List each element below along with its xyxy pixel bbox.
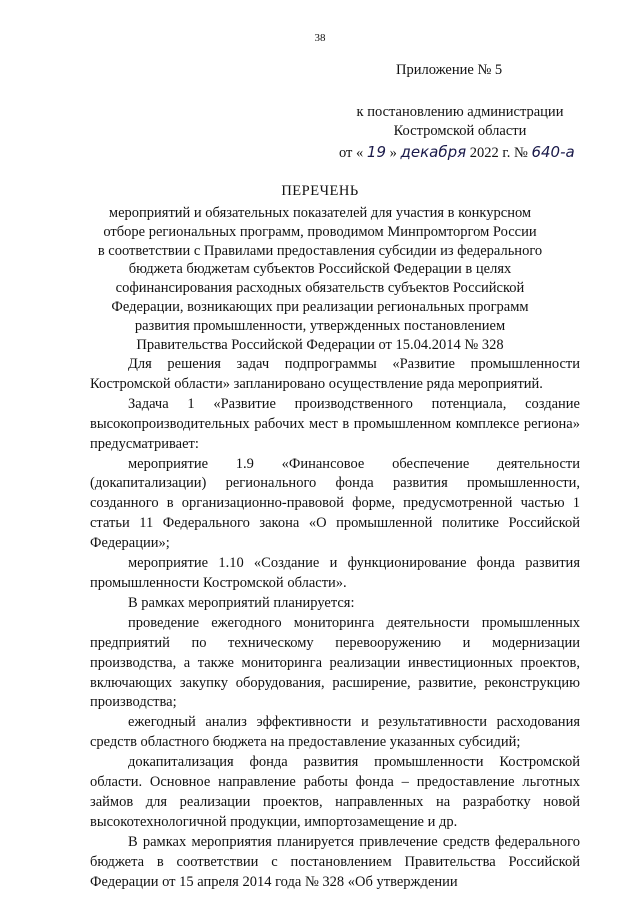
body-paragraph: проведение ежегодного мониторинга деятельности промышленных предприятий по техническому перевооружению и модернизации производства, а также мониторинга реализации инвестиционных проектов, включающих закупку оборудования, расширение, развитие, реконструкцию производства; xyxy=(90,614,580,711)
resolution-date-line xyxy=(339,143,575,162)
body-paragraph: ежегодный анализ эффективности и результативности расходования средств областного бюджета на предоставление указанных субсидий; xyxy=(90,714,580,751)
handwritten-month: декабря xyxy=(400,143,467,161)
resolution-line: Костромской области xyxy=(393,123,527,139)
document-subtitle xyxy=(80,204,560,354)
body-paragraph: Для решения задач подпрограммы «Развитие промышленности Костромской области» запланировано осуществление ряда мероприятий. xyxy=(90,356,580,392)
handwritten-day: 19 xyxy=(366,143,386,161)
body-paragraph: мероприятие 1.10 «Создание и функционирование фонда развития промышленности Костромской области». xyxy=(90,555,580,591)
subtitle-line: в соответствии с Правилами предоставления субсидии из федерального xyxy=(97,242,543,259)
resolution-reference xyxy=(340,103,580,141)
date-prefix: от « xyxy=(339,145,364,161)
resolution-line: к постановлению администрации xyxy=(356,104,564,120)
body-paragraph: В рамках мероприятия планируется привлечение средств федерального бюджета в соответствии с постановлением Правительства Российской Федерации от 15 апреля 2014 года № 328 «Об утверждении xyxy=(90,833,580,890)
date-separator: » xyxy=(389,145,397,161)
body-paragraph: докапитализация фонда развития промышленности Костромской области. Основное направление работы фонда – предоставление льготных займов для реализации проектов, направленных на разработку новой высокотехнологичной продукции, импортозамещение и др. xyxy=(90,754,580,830)
body-paragraph: В рамках мероприятий планируется: xyxy=(128,594,355,611)
subtitle-line: софинансирования расходных обязательств субъектов Российской xyxy=(115,280,525,297)
handwritten-doc-number: 640-а xyxy=(531,143,575,161)
date-year: 2022 г. № xyxy=(469,145,528,161)
page-number: 38 xyxy=(314,32,326,44)
subtitle-line: Федерации, возникающих при реализации региональных программ xyxy=(111,298,529,315)
subtitle-line: бюджета бюджетам субъектов Российской Федерации в целях xyxy=(128,261,512,278)
document-body xyxy=(90,355,580,892)
body-paragraph: мероприятие 1.9 «Финансовое обеспечение деятельности (докапитализации) регионального фонда развития промышленности, созданного в организационно-правовой форме, предусмотренной частью 1 статьи 11 Федерального закона «О промышленной политике Российской Федерации»; xyxy=(90,455,580,552)
subtitle-line: развития промышленности, утвержденных постановлением xyxy=(134,317,506,334)
document-title: ПЕРЕЧЕНЬ xyxy=(281,183,359,199)
subtitle-line: Правительства Российской Федерации от 15.04.2014 № 328 xyxy=(136,336,504,353)
body-paragraph: Задача 1 «Развитие производственного потенциала, создание высокопроизводительных рабочих мест в промышленном комплексе региона» предусматривает: xyxy=(90,395,580,452)
appendix-label: Приложение № 5 xyxy=(396,62,503,78)
subtitle-line: отборе региональных программ, проводимом Минпромторгом России xyxy=(103,223,537,240)
subtitle-line: мероприятий и обязательных показателей для участия в конкурсном xyxy=(108,205,532,221)
